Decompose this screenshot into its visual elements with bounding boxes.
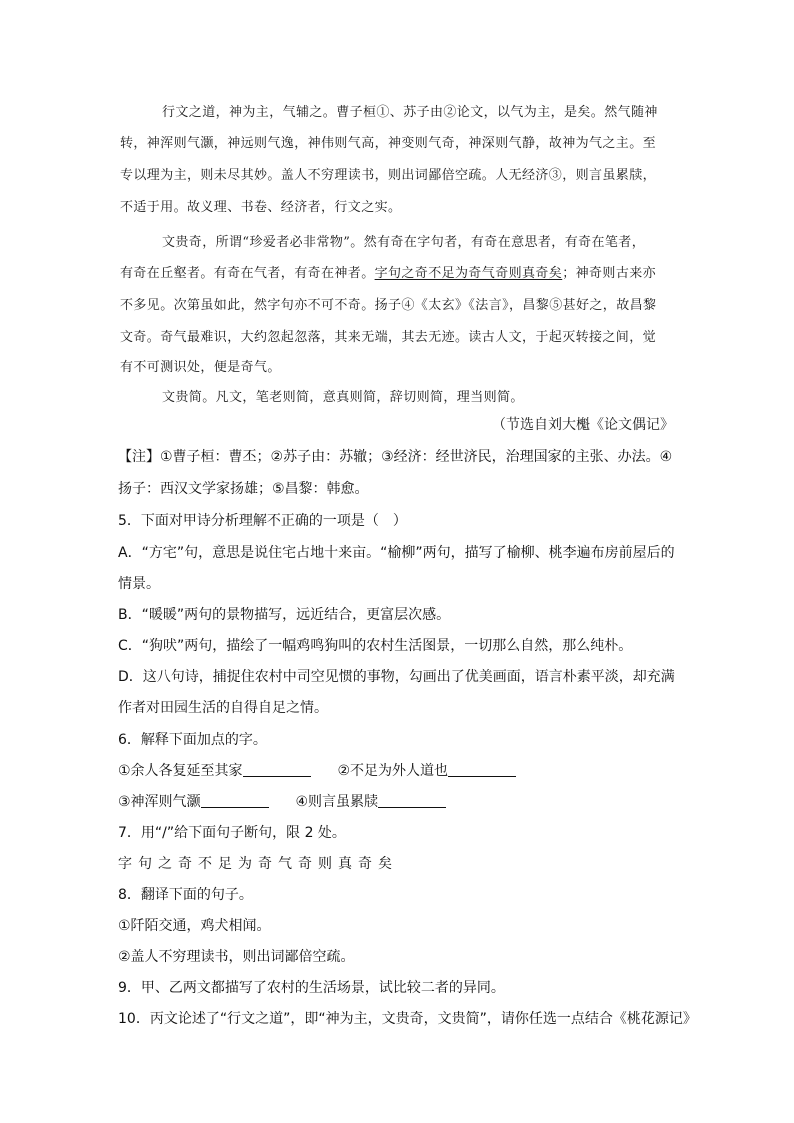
passage-line: 文贵简。凡文，笔老则简，意真则简，辞切则简，理当则简。 bbox=[162, 390, 524, 405]
question-8-sentence-2: ②盖人不穷理读书，则出词鄙倍空疏。 bbox=[118, 949, 355, 965]
question-8-sentence-1: ①阡陌交通，鸡犬相闻。 bbox=[118, 918, 271, 934]
option-c: C．“狗吠”两句，描绘了一幅鸡鸣狗叫的农村生活图景，一切那么自然，那么纯朴。 bbox=[118, 638, 633, 654]
passage-line bbox=[120, 262, 656, 281]
question-6-stem: 6．解释下面加点的字。 bbox=[118, 732, 267, 748]
passage-line: 有不可测识处，便是奇气。 bbox=[120, 360, 281, 375]
notes-line: 扬子：西汉文学家扬雄；⑤昌黎：韩愈。 bbox=[118, 481, 369, 497]
option-b: B．“暖暖”两句的景物描写，远近结合，更富层次感。 bbox=[118, 607, 451, 623]
passage-text: ；神奇则古来亦 bbox=[562, 266, 657, 281]
question-6-row-1 bbox=[118, 760, 516, 780]
passage-source: （节选自刘大櫆《论文偶记》 bbox=[492, 417, 674, 433]
question-8-stem: 8．翻译下面的句子。 bbox=[118, 887, 253, 903]
passage-line: 不多见。次第虽如此，然字句亦不可不奇。扬子④《太玄》《法言》，昌黎⑤甚好之，故昌黎 bbox=[120, 298, 657, 313]
option-a-cont: 情景。 bbox=[118, 576, 160, 592]
passage-text: 有奇在丘壑者。有奇在气者，有奇在神者。 bbox=[120, 266, 375, 281]
question-9-stem: 9．甲、乙两文都描写了农村的生活场景，试比较二者的异同。 bbox=[118, 980, 505, 996]
underlined-sentence: 字句之奇不足为奇气奇则真奇矣 bbox=[374, 266, 563, 281]
passage-line: 不适于用。故义理、书卷、经济者，行文之实。 bbox=[120, 200, 402, 215]
answer-blank[interactable] bbox=[243, 762, 311, 777]
answer-blank[interactable] bbox=[201, 793, 269, 808]
question-5-stem: 5．下面对甲诗分析理解不正确的一项是（ ） bbox=[118, 513, 407, 529]
question-6-row-2 bbox=[118, 791, 446, 811]
question-6-item-4: ④则言虽累牍 bbox=[295, 794, 379, 810]
answer-blank[interactable] bbox=[378, 793, 446, 808]
option-d: D．这八句诗，捕捉住农村中司空见惯的事物，勾画出了优美画面，语言朴素平淡，却充满 bbox=[118, 669, 675, 685]
passage-line: 文贵奇，所谓“珍爱者必非常物”。然有奇在字句者，有奇在意思者，有奇在笔者， bbox=[162, 235, 646, 250]
notes-line: 【注】①曹子桓：曹丕；②苏子由：苏辙；③经济：经世济民，治理国家的主张、办法。④ bbox=[118, 449, 673, 465]
question-6-item-2: ②不足为外人道也 bbox=[337, 763, 449, 779]
question-6-item-3: ③神浑则气灏 bbox=[118, 794, 201, 810]
question-6-item-1: ①余人各复延至其家 bbox=[118, 763, 243, 779]
passage-line: 行文之道，神为主，气辅之。曹子桓①、苏子由②论文，以气为主，是矣。然气随神 bbox=[162, 105, 658, 120]
option-d-cont: 作者对田园生活的自得自足之情。 bbox=[118, 700, 328, 716]
answer-blank[interactable] bbox=[448, 762, 516, 777]
question-7-sentence: 字句之奇不足为奇气奇则真奇矣 bbox=[118, 856, 398, 872]
question-7-stem: 7．用“/”给下面句子断句，限 2 处。 bbox=[118, 825, 346, 841]
passage-line: 专以理为主，则未尽其妙。盖人不穷理读书，则出词鄙倍空疏。人无经济③，则言虽累牍， bbox=[120, 168, 657, 183]
passage-line: 文奇。奇气最难识，大约忽起忽落，其来无端，其去无迹。读古人文，于起灭转接之间，觉 bbox=[120, 330, 657, 345]
passage-line: 转，神浑则气灏，神远则气逸，神伟则气高，神变则气奇，神深则气静，故神为气之主。至 bbox=[120, 136, 657, 151]
option-a: A．“方宅”句，意思是说住宅占地十来亩。“榆柳”两句，描写了榆柳、桃李遍布房前屋后的 bbox=[118, 545, 675, 561]
question-10-stem: 10．丙文论述了“行文之道”，即“神为主，文贵奇，文贵简”，请你任选一点结合《桃花源记》 bbox=[118, 1011, 697, 1027]
